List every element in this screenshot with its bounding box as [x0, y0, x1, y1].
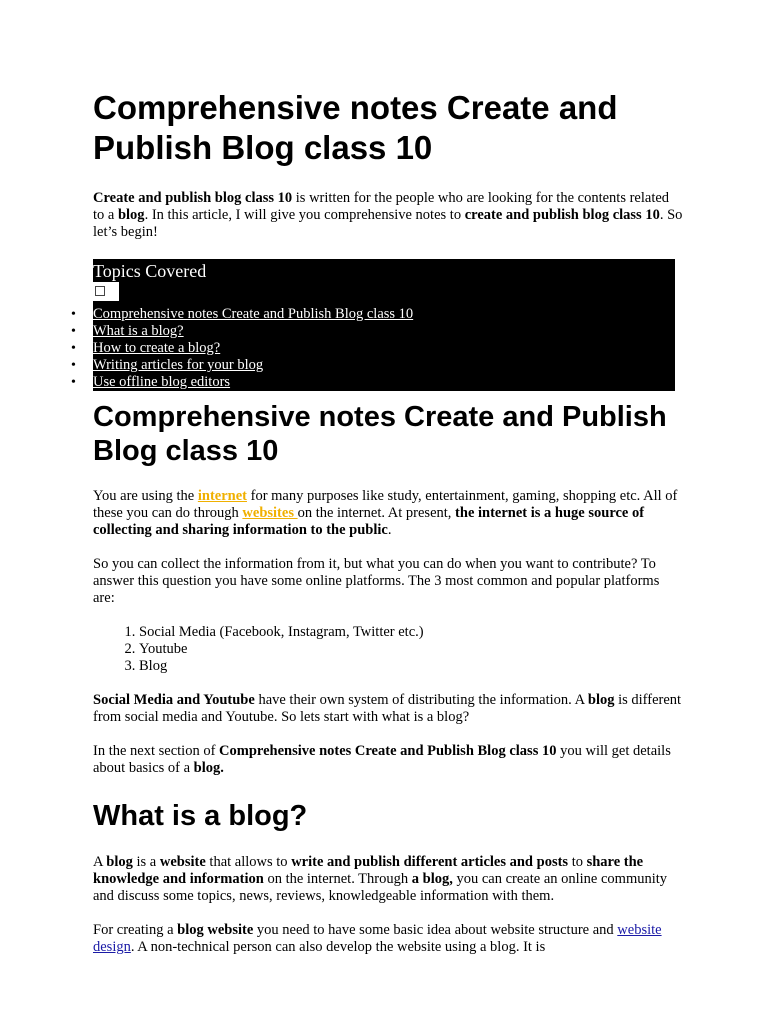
s2p1-text-6: you can create an online community and discuss some topics, news, reviews, knowledgeable information with them. [93, 871, 668, 904]
toc-toggle[interactable] [93, 282, 119, 301]
s2p1-text-1: A [93, 854, 107, 870]
section2-paragraph-2 [93, 922, 683, 956]
s2p1-bold-4: share the knowledge and information [93, 854, 644, 887]
s1p4-bold-2: blog. [193, 760, 224, 776]
s1p1-text-4: . [387, 522, 392, 538]
list-item: 2. Youtube [139, 641, 683, 658]
section1-paragraph-4 [93, 743, 683, 777]
section1-paragraph-3 [93, 692, 683, 726]
s2p1-bold-2: website [159, 854, 206, 870]
s2p1-bold-3: write and publish different articles and posts [291, 854, 569, 870]
bullet-icon: • [71, 375, 76, 390]
intro-text-1: is written for the people who are looking for the contents related to a [93, 190, 670, 223]
toc-link-3[interactable]: How to create a blog? [93, 340, 221, 356]
intro-paragraph [93, 190, 683, 241]
s2p1-text-4: to [568, 854, 587, 870]
s1p3-bold-1: Social Media and Youtube [93, 692, 255, 708]
bullet-icon: • [71, 307, 76, 322]
section1-paragraph-1 [93, 488, 683, 539]
section1-paragraph-2: So you can collect the information from it, but what you can do when you want to contribute? To answer this question you have some online platforms. The 3 most common and popular platforms are: [93, 556, 660, 606]
section-heading-comprehensive: Comprehensive notes Create and Publish Blog class 10 [93, 401, 667, 467]
s1p4-text-1: In the next section of [93, 743, 220, 759]
toc-link-2[interactable]: What is a blog? [93, 323, 184, 339]
s1p1-bold-1: the internet is a huge source of collecting and sharing information to the public [93, 505, 645, 538]
article [71, 0, 683, 956]
toc-item [71, 323, 675, 340]
table-of-contents [71, 259, 675, 391]
bullet-icon: • [71, 341, 76, 356]
intro-text-3: . So let’s begin! [93, 207, 683, 240]
page-title: Comprehensive notes Create and Publish Blog class 10 [93, 89, 618, 166]
toc-item [71, 340, 675, 357]
toc-list [71, 306, 675, 391]
s2p1-bold-5: a blog, [411, 871, 453, 887]
intro-bold-3: create and publish blog class 10 [464, 207, 660, 223]
section2-paragraph-1 [93, 854, 683, 905]
s2p2-text-3: . A non-technical person can also develop the website using a blog. It is [130, 939, 546, 955]
website-design-link[interactable]: website design [93, 922, 662, 955]
checkbox-icon [95, 286, 105, 296]
toc-item [71, 306, 675, 323]
toc-item [71, 374, 675, 391]
s1p3-bold-2: blog [587, 692, 615, 708]
s1p1-text-2: for many purposes like study, entertainment, gaming, shopping etc. All of these you can do through [93, 488, 678, 521]
toc-link-5[interactable]: Use offline blog editors [93, 374, 231, 390]
toc-link-1[interactable]: Comprehensive notes Create and Publish Blog class 10 [93, 306, 414, 322]
intro-bold-1: Create and publish blog class 10 [93, 190, 293, 206]
toc-title: Topics Covered [93, 261, 207, 281]
s1p3-text-2: is different from social media and Youtube. So lets start with what is a blog? [93, 692, 682, 725]
platform-list [93, 624, 683, 675]
websites-link[interactable]: websites [242, 505, 298, 521]
list-item: 1. Social Media (Facebook, Instagram, Twitter etc.) [139, 624, 683, 641]
internet-link[interactable]: internet [197, 488, 247, 504]
bullet-icon: • [71, 324, 76, 339]
s2p2-bold-1: blog website [177, 922, 254, 938]
s2p1-text-5: on the internet. Through [263, 871, 412, 887]
s2p2-text-1: For creating a [93, 922, 178, 938]
s2p1-text-3: that allows to [205, 854, 292, 870]
s1p4-text-2: you will get details about basics of a [93, 743, 671, 776]
toc-item [71, 357, 675, 374]
intro-text-2: . In this article, I will give you comprehensive notes to [144, 207, 465, 223]
s2p1-bold-1: blog [106, 854, 133, 870]
s1p3-text-1: have their own system of distributing the information. A [254, 692, 588, 708]
list-item: 3. Blog [139, 658, 683, 675]
s1p1-text-3: on the internet. At present, [297, 505, 456, 521]
intro-bold-2: blog [117, 207, 145, 223]
s1p1-text-1: You are using the [93, 488, 198, 504]
bullet-icon: • [71, 358, 76, 373]
toc-link-4[interactable]: Writing articles for your blog [93, 357, 264, 373]
section-heading-what-is-blog: What is a blog? [93, 800, 308, 832]
s2p2-text-2: you need to have some basic idea about website structure and [253, 922, 618, 938]
s1p4-bold-1: Comprehensive notes Create and Publish Blog class 10 [219, 743, 557, 759]
s2p1-text-2: is a [132, 854, 160, 870]
